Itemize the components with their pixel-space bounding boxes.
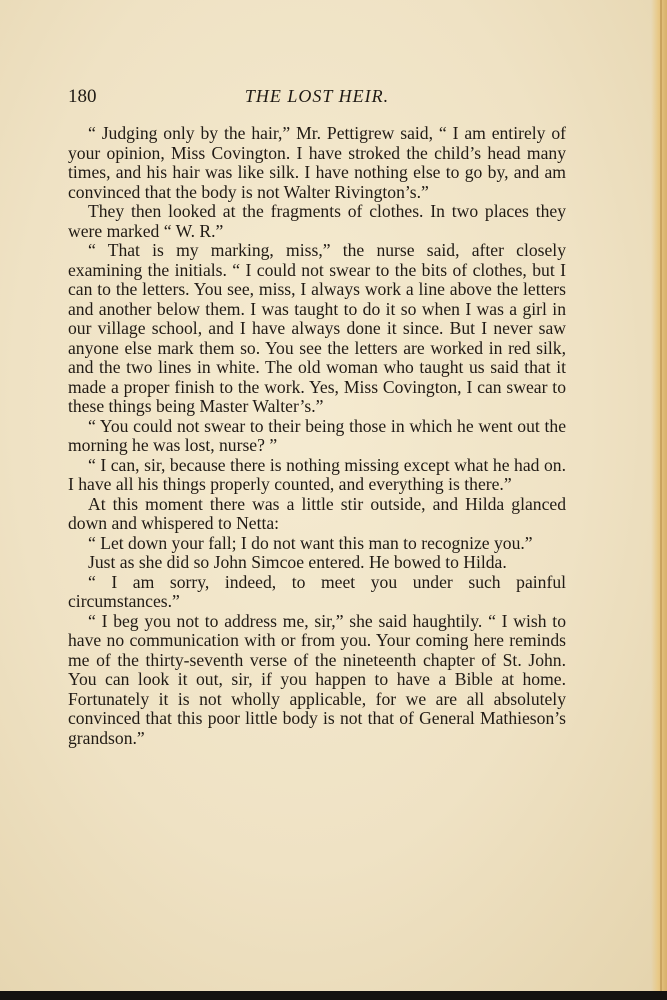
paragraph: “ Judging only by the hair,” Mr. Pettigrew said, “ I am entirely of your opinion, Miss Covington. I have stroked the child’s head many times, and his hair was like silk. I have nothing else to go by, and am convinced that the body is not Walter Rivington’s.”	[68, 123, 566, 202]
page-number: 180	[68, 86, 97, 107]
paragraph: “ Let down your fall; I do not want this man to recognize you.”	[88, 532, 533, 553]
paragraph: “ I can, sir, because there is nothing missing except what he had on. I have all his things properly counted, and everything is there.”	[68, 454, 566, 494]
paragraph: They then looked at the fragments of clothes. In two places they were marked “ W. R.”	[68, 201, 566, 241]
page-edge-bottom	[0, 991, 667, 1000]
paragraph: At this moment there was a little stir outside, and Hilda glanced down and whispered to Netta:	[68, 493, 566, 533]
running-head	[68, 86, 566, 110]
running-title: THE LOST HEIR.	[244, 86, 390, 106]
body-text	[68, 124, 566, 748]
paragraph: “ I beg you not to address me, sir,” she said haughtily. “ I wish to have no communication with or from you. Your coming here reminds me of the thirty-seventh verse of the nineteenth chapter of St. John. You can look it out, sir, if you happen to have a Bible at home. Fortunately it is not wholly applicable, for we are all absolutely convinced that this poor little body is not that of General Mathieson’s grandson.”	[68, 610, 566, 748]
paragraph: “ You could not swear to their being those in which he went out the morning he was lost, nurse? ”	[68, 415, 566, 455]
paragraph: “ I am sorry, indeed, to meet you under such painful circumstances.”	[68, 571, 566, 611]
page-edge-right	[651, 0, 667, 1000]
paragraph: Just as she did so John Simcoe entered. He bowed to Hilda.	[88, 552, 507, 572]
paragraph: “ That is my marking, miss,” the nurse said, after closely examining the initials. “ I could not swear to the bits of clothes, but I can to the letters. You see, miss, I always work a line above the letters and another below them. I was taught to do it so when I was a girl in our village school, and I have always done it since. But I never saw anyone else mark them so. You see the letters are worked in red silk, and the two lines in white. The old woman who taught us said that it made a proper finish to the work. Yes, Miss Covington, I can swear to these things being Master Walter’s.”	[68, 240, 566, 416]
page-edge-shadow	[660, 0, 662, 1000]
